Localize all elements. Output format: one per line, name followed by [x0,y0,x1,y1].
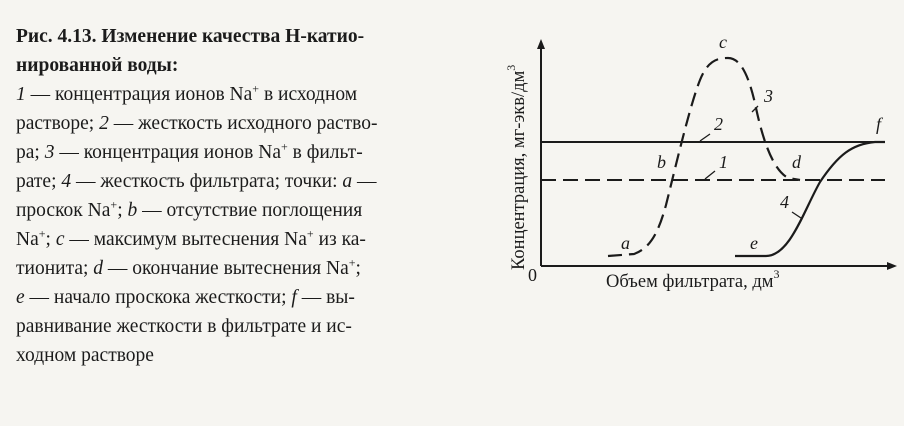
legend-key: 2 [99,113,109,134]
legend-text: в фильт- [287,142,363,163]
legend-text: тионита; [16,258,94,279]
legend-text: — вы- [296,287,355,308]
legend-text: ; [45,229,56,250]
legend-key: f [291,287,297,308]
superscript: + [38,226,46,241]
legend-text: — концентрация ионов Na [25,84,253,105]
legend-text: ра; [16,142,45,163]
superscript: + [110,197,118,212]
legend-text: проскок Na [16,200,111,221]
legend-text: ; [355,258,361,279]
legend-text: ; [117,200,128,221]
curve-2-label: 2 [714,114,723,134]
curve-1-label: 1 [719,152,728,172]
legend-key: 1 [16,84,26,105]
point-a-label: a [621,233,630,253]
superscript: + [280,139,288,154]
point-b-label: b [657,152,666,172]
superscript: + [252,81,260,96]
point-c-label: c [719,32,727,52]
legend-text: в исходном [259,84,358,105]
legend-key: a [342,171,353,192]
origin-label: 0 [528,265,537,285]
legend-key: e [16,287,25,308]
legend-text: рате; [16,171,62,192]
legend-text: — жесткость фильтрата; точки: [71,171,343,192]
point-e-label: e [750,233,758,253]
legend-text: — окончание вытеснения Na [103,258,349,279]
caption-title-line-2: нированной воды: [16,55,179,76]
legend-text: — концентрация ионов Na [54,142,281,163]
legend-key: c [55,229,65,250]
point-d-label: d [792,152,801,172]
x-axis-label: Объем фильтрата, $дм^3$ [606,267,780,292]
curve-1-leader [705,171,715,179]
legend-text: растворе; [16,113,100,134]
legend-text: — жесткость исходного раство- [108,113,378,134]
legend-text: — [352,171,377,192]
curve-3-label: 3 [764,86,773,106]
superscript: + [348,255,356,270]
caption-title-line-1: Рис. 4.13. Изменение качества Н-катио- [16,26,365,47]
curve-4-label: 4 [780,192,789,212]
legend-text: — отсутствие поглощения [137,200,363,221]
y-axis-label: Концентрация, $мг-экв/дм^3$ [504,64,529,270]
legend-text: — максимум вытеснения Na [64,229,307,250]
legend-key: 3 [44,142,55,163]
legend-text: Na [16,229,39,250]
superscript: + [306,226,314,241]
curve-2-leader [700,134,710,141]
legend-key: 4 [61,171,72,192]
legend-text: равнивание жесткости в фильтрате и ис- [16,316,352,337]
curve-4-leader [792,212,801,218]
legend-text: из ка- [313,229,366,250]
point-f-label: f [876,114,882,134]
legend-key: d [93,258,104,279]
legend-key: b [127,200,138,221]
legend-text: ходном растворе [16,345,154,366]
legend-text: — начало проскока жесткости; [24,287,292,308]
